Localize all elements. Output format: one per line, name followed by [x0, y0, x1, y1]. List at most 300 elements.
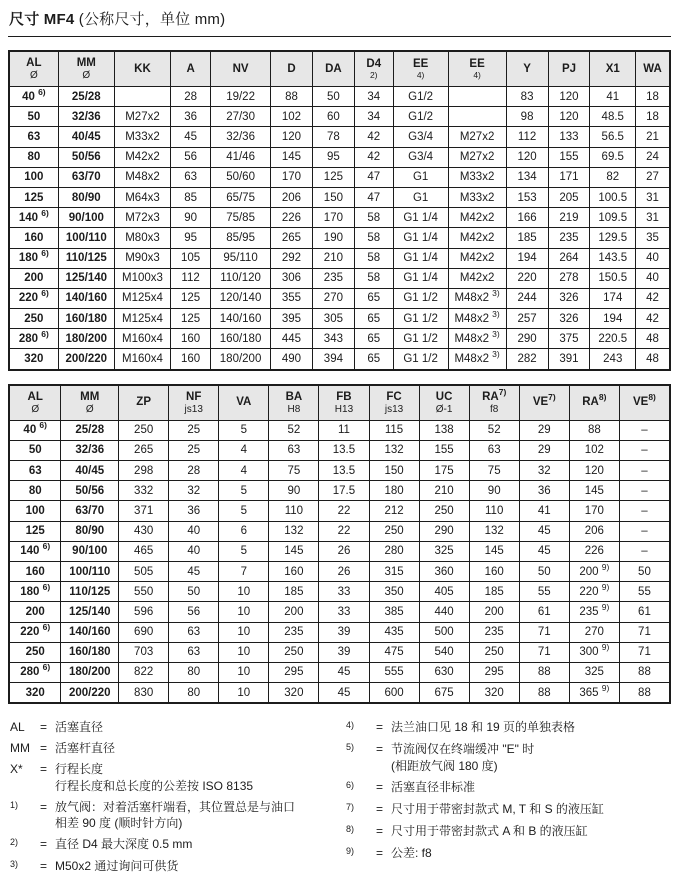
table-cell: 25	[169, 440, 219, 460]
table-cell: 391	[548, 349, 590, 370]
table-cell: 69.5	[590, 147, 636, 167]
table-cell: 140 $^{6)}$	[9, 541, 61, 561]
footnote-key: MM	[10, 741, 30, 756]
table-cell: 5	[219, 541, 269, 561]
table-cell: 65	[354, 349, 393, 370]
table-cell: 80	[169, 683, 219, 704]
table-cell: 63	[9, 127, 58, 147]
table-cell: G1 1/4	[393, 268, 448, 288]
table-cell: 405	[419, 582, 469, 602]
table-row	[9, 248, 670, 268]
table-cell: 350	[369, 582, 419, 602]
table-row	[9, 561, 670, 581]
table-cell: 120	[548, 87, 590, 107]
table-cell: 235	[469, 622, 519, 642]
column-header-mm: MM Ø	[58, 51, 114, 87]
table-cell: 160	[469, 561, 519, 581]
table-cell: –	[619, 481, 670, 501]
table-cell: 47	[354, 167, 393, 187]
column-header-ee: EE 4)	[393, 51, 448, 87]
footnotes-section	[8, 719, 671, 880]
table-cell: 50	[169, 582, 219, 602]
table-cell: 95	[171, 228, 211, 248]
table-cell: 435	[369, 622, 419, 642]
table-cell: 42	[354, 127, 393, 147]
table-cell: 265	[271, 228, 313, 248]
table-cell: 298	[119, 461, 169, 481]
table-cell: 60	[312, 107, 354, 127]
table-cell: 25	[169, 420, 219, 440]
table-cell: M48x2 $^{3)}$	[448, 329, 506, 349]
footnote-text: 尺寸用于带密封款式 A 和 B 的液压缸	[391, 823, 588, 838]
table-cell: 690	[119, 622, 169, 642]
table-cell: 63	[469, 440, 519, 460]
table-cell: 50	[9, 107, 58, 127]
table-cell: 280 $^{6)}$	[9, 329, 58, 349]
table-cell: 32/36	[58, 107, 114, 127]
table-cell: 220 $^{6)}$	[9, 622, 61, 642]
table-cell: 50	[519, 561, 569, 581]
table-cell: G1/2	[393, 107, 448, 127]
table-cell: 4	[219, 440, 269, 460]
table-cell: 395	[271, 309, 313, 329]
table-cell: 42	[354, 147, 393, 167]
table-cell: 180 $^{6)}$	[9, 248, 58, 268]
footnote-key: X*	[10, 762, 23, 777]
footnote-text: 活塞杆直径	[55, 741, 116, 756]
table-cell: 41/46	[211, 147, 271, 167]
column-header-ba: BA H8	[269, 385, 319, 421]
table-cell: 75	[269, 461, 319, 481]
table-cell: 490	[271, 349, 313, 370]
table-cell: 250	[9, 642, 61, 662]
table-cell: 265	[119, 440, 169, 460]
table-cell: 42	[636, 309, 670, 329]
table-cell: 385	[369, 602, 419, 622]
footnote-equals: =	[40, 837, 48, 852]
table-cell: G1 1/4	[393, 248, 448, 268]
table-cell: M42x2	[448, 248, 506, 268]
table-cell: 50	[9, 440, 61, 460]
table-cell: 56	[169, 602, 219, 622]
table-cell: 160	[9, 561, 61, 581]
table-row	[9, 541, 670, 561]
column-header-mm: MM Ø	[61, 385, 119, 421]
table-cell: 88	[569, 420, 619, 440]
table-cell: 80	[169, 662, 219, 682]
footnote-key: 8)	[346, 823, 355, 834]
table-cell: 475	[369, 642, 419, 662]
column-header-fc: FC js13	[369, 385, 419, 421]
table-cell: 5	[219, 501, 269, 521]
column-header-a: A	[171, 51, 211, 87]
table-cell: 32	[519, 461, 569, 481]
table-cell: 371	[119, 501, 169, 521]
table-cell: 219	[548, 208, 590, 228]
table-cell: 19/22	[211, 87, 271, 107]
column-header-ra: RA$^{7)}$ f8	[469, 385, 519, 421]
table-cell: 80	[9, 147, 58, 167]
table-cell: 155	[419, 440, 469, 460]
table-cell: 194	[590, 309, 636, 329]
table-cell: 300 $^{9)}$	[569, 642, 619, 662]
table-cell: 56.5	[590, 127, 636, 147]
table-cell: 145	[271, 147, 313, 167]
table-cell: –	[619, 541, 670, 561]
table-cell: 315	[369, 561, 419, 581]
table-cell: 343	[312, 329, 354, 349]
table-cell: 125	[9, 187, 58, 207]
table-cell: 25/28	[61, 420, 119, 440]
table-cell: 292	[271, 248, 313, 268]
table-cell: 45	[519, 521, 569, 541]
table-cell: 365 $^{9)}$	[569, 683, 619, 704]
table-cell: 25/28	[58, 87, 114, 107]
table-cell: 150	[312, 187, 354, 207]
table-cell: 42	[636, 288, 670, 308]
table-cell: 226	[271, 208, 313, 228]
table-cell: M125x4	[114, 288, 170, 308]
footnote-item	[346, 801, 671, 819]
table-cell: M33x2	[114, 127, 170, 147]
table-cell: 305	[312, 309, 354, 329]
table-cell: 95/110	[211, 248, 271, 268]
table-cell: 40 $^{6)}$	[9, 87, 58, 107]
table-cell: M72x3	[114, 208, 170, 228]
table-cell: 295	[469, 662, 519, 682]
table-cell: 22	[319, 521, 369, 541]
table-cell: 295	[269, 662, 319, 682]
table-cell: 630	[419, 662, 469, 682]
table-cell: 4	[219, 461, 269, 481]
table-cell: 80/90	[61, 521, 119, 541]
table-cell: –	[619, 440, 670, 460]
table-cell: 50	[619, 561, 670, 581]
table-cell: 430	[119, 521, 169, 541]
table-cell: 220	[506, 268, 548, 288]
table-cell: 82	[590, 167, 636, 187]
column-header-al: AL Ø	[9, 385, 61, 421]
table-cell: –	[619, 501, 670, 521]
footnote-key: 7)	[346, 801, 355, 812]
table-cell: 200	[269, 602, 319, 622]
table-cell: 58	[354, 208, 393, 228]
table-cell: 40	[636, 268, 670, 288]
table-cell: 90	[171, 208, 211, 228]
table-cell: 145	[569, 481, 619, 501]
table-cell: 505	[119, 561, 169, 581]
table-cell: G1/2	[393, 87, 448, 107]
table-row	[9, 268, 670, 288]
table-cell: 280 $^{6)}$	[9, 662, 61, 682]
footnote-key: 3)	[10, 859, 19, 870]
table-row	[9, 329, 670, 349]
table-cell: 10	[219, 662, 269, 682]
table-cell: 33	[319, 582, 369, 602]
table-cell: 65/75	[211, 187, 271, 207]
table-cell: 29	[519, 420, 569, 440]
table-cell: 194	[506, 248, 548, 268]
table-cell: 29	[519, 440, 569, 460]
column-header-pj: PJ	[548, 51, 590, 87]
table-cell: 41	[590, 87, 636, 107]
table-cell: 150.5	[590, 268, 636, 288]
column-header-ve: VE$^{7)}$	[519, 385, 569, 421]
table-cell: 98	[506, 107, 548, 127]
footnote-item	[346, 823, 671, 841]
table-cell: 63/70	[61, 501, 119, 521]
table-cell: 133	[548, 127, 590, 147]
table-cell: 166	[506, 208, 548, 228]
table-cell: 465	[119, 541, 169, 561]
table-cell: M64x3	[114, 187, 170, 207]
column-header-da: DA	[312, 51, 354, 87]
table-cell: 180/200	[211, 349, 271, 370]
table-cell: 71	[619, 642, 670, 662]
table-cell: 278	[548, 268, 590, 288]
table-row	[9, 187, 670, 207]
table-row	[9, 208, 670, 228]
table-cell: 235 $^{9)}$	[569, 602, 619, 622]
table-cell: 282	[506, 349, 548, 370]
column-header-uc: UC Ø-1	[419, 385, 469, 421]
table-cell	[448, 87, 506, 107]
table-cell: 703	[119, 642, 169, 662]
table-cell: 280	[369, 541, 419, 561]
footnote-text: 法兰油口见 18 和 19 页的单独表格	[391, 720, 576, 735]
table-cell: 112	[506, 127, 548, 147]
table-cell: 88	[519, 662, 569, 682]
column-header-y: Y	[506, 51, 548, 87]
table-cell: 180/200	[58, 329, 114, 349]
table-cell: 360	[419, 561, 469, 581]
table-cell: 50/56	[58, 147, 114, 167]
table-cell: 18	[636, 87, 670, 107]
table-cell: 200	[9, 268, 58, 288]
footnotes-column-right	[338, 719, 671, 880]
table-cell: 32	[169, 481, 219, 501]
table-cell: 160/180	[58, 309, 114, 329]
column-header-kk: KK	[114, 51, 170, 87]
table-cell: –	[619, 420, 670, 440]
footnote-key: 1)	[10, 799, 19, 810]
table-row	[9, 642, 670, 662]
table-cell: 100	[9, 167, 58, 187]
table-cell: 120	[548, 107, 590, 127]
table-row	[9, 288, 670, 308]
table-row	[9, 309, 670, 329]
table-cell: 63	[169, 642, 219, 662]
table-cell: 264	[548, 248, 590, 268]
table-cell: M125x4	[114, 309, 170, 329]
table-cell: 36	[171, 107, 211, 127]
table-cell: M100x3	[114, 268, 170, 288]
table-cell: 125	[312, 167, 354, 187]
table-cell	[114, 87, 170, 107]
table-cell: 36	[169, 501, 219, 521]
footnote-equals: =	[40, 859, 48, 874]
footnote-key: AL	[10, 720, 25, 735]
table-cell: 61	[619, 602, 670, 622]
table-cell: 325	[569, 662, 619, 682]
table-cell: 257	[506, 309, 548, 329]
footnote-text: M50x2 通过询问可供货	[55, 859, 179, 874]
table-row	[9, 501, 670, 521]
table-cell: 596	[119, 602, 169, 622]
table-cell: 90	[469, 481, 519, 501]
table-cell: 58	[354, 248, 393, 268]
table-cell: G1 1/2	[393, 309, 448, 329]
table-cell: 26	[319, 561, 369, 581]
table-cell: 45	[169, 561, 219, 581]
table-cell: G1	[393, 187, 448, 207]
table-cell: 155	[548, 147, 590, 167]
table-cell: 170	[271, 167, 313, 187]
page-title	[9, 8, 671, 29]
table-cell: 120	[271, 127, 313, 147]
table-cell: 85/95	[211, 228, 271, 248]
table-cell: 48	[636, 329, 670, 349]
table-cell: 58	[354, 228, 393, 248]
table-cell: 125	[9, 521, 61, 541]
table-cell: 50	[312, 87, 354, 107]
table-cell: 112	[171, 268, 211, 288]
footnote-text: 行程长度 行程长度和总长度的公差按 ISO 8135	[55, 762, 254, 793]
footnote-key: 6)	[346, 779, 355, 790]
table-cell: 33	[319, 602, 369, 622]
table-cell: 160	[171, 349, 211, 370]
table-cell: 160	[171, 329, 211, 349]
table-cell: 235	[548, 228, 590, 248]
table-cell: 125	[171, 309, 211, 329]
table-row	[9, 622, 670, 642]
table-cell: 132	[269, 521, 319, 541]
table-cell: 110/120	[211, 268, 271, 288]
table-cell: 80	[9, 481, 61, 501]
table-cell: 200	[469, 602, 519, 622]
table-cell: 153	[506, 187, 548, 207]
column-header-nf: NF js13	[169, 385, 219, 421]
table-cell: 235	[269, 622, 319, 642]
table-cell: 332	[119, 481, 169, 501]
footnote-item	[10, 799, 338, 832]
table-cell: 6	[219, 521, 269, 541]
table-row	[9, 127, 670, 147]
table-cell: 88	[519, 683, 569, 704]
table-cell: 175	[419, 461, 469, 481]
table-cell: 226	[569, 541, 619, 561]
footnote-item	[346, 741, 671, 774]
table-row	[9, 440, 670, 460]
table-cell: 56	[171, 147, 211, 167]
title-prefix: 尺寸 MF4	[9, 11, 75, 28]
table-cell: M48x2 $^{3)}$	[448, 349, 506, 370]
footnote-item	[10, 740, 338, 757]
table-cell: 190	[312, 228, 354, 248]
table-cell: 220.5	[590, 329, 636, 349]
table-cell: 200/220	[58, 349, 114, 370]
footnote-equals: =	[40, 799, 48, 814]
table-cell: G1 1/4	[393, 208, 448, 228]
column-header-d: D	[271, 51, 313, 87]
table-cell: 129.5	[590, 228, 636, 248]
table-cell: 39	[319, 642, 369, 662]
table-cell: 52	[469, 420, 519, 440]
table-cell: 90/100	[58, 208, 114, 228]
table-cell: 40/45	[58, 127, 114, 147]
table-cell: 134	[506, 167, 548, 187]
table-cell: 212	[369, 501, 419, 521]
column-header-al: AL Ø	[9, 51, 58, 87]
table-cell: 109.5	[590, 208, 636, 228]
table-cell: 171	[548, 167, 590, 187]
table-cell: 270	[569, 622, 619, 642]
table-cell: 63	[269, 440, 319, 460]
table-cell: 185	[469, 582, 519, 602]
table-cell: 306	[271, 268, 313, 288]
table-row	[9, 521, 670, 541]
table-cell: 675	[419, 683, 469, 704]
table-cell: 22	[319, 501, 369, 521]
table-cell: 325	[419, 541, 469, 561]
table-cell: 110	[469, 501, 519, 521]
table-cell: G1 1/2	[393, 288, 448, 308]
table-cell: 200	[9, 602, 61, 622]
column-header-ve: VE$^{8)}$	[619, 385, 670, 421]
table-cell: 45	[171, 127, 211, 147]
table-cell: 326	[548, 288, 590, 308]
table-cell: 830	[119, 683, 169, 704]
table-cell: 550	[119, 582, 169, 602]
footnote-item	[10, 858, 338, 876]
table-cell: 45	[319, 683, 369, 704]
table-row	[9, 582, 670, 602]
table-cell: 600	[369, 683, 419, 704]
table-cell: 24	[636, 147, 670, 167]
table-cell: 320	[469, 683, 519, 704]
table-cell: 140 $^{6)}$	[9, 208, 58, 228]
table-row	[9, 420, 670, 440]
footnote-key: 4)	[346, 720, 355, 731]
table-cell: 100/110	[61, 561, 119, 581]
table-cell: 250	[9, 309, 58, 329]
table-cell: 45	[519, 541, 569, 561]
table-cell: 40	[169, 521, 219, 541]
table-cell: 394	[312, 349, 354, 370]
table-cell: 145	[269, 541, 319, 561]
table-cell: 220 $^{6)}$	[9, 288, 58, 308]
table-cell: 250	[419, 501, 469, 521]
table-cell: 290	[419, 521, 469, 541]
table-row	[9, 683, 670, 704]
table-cell: 320	[9, 349, 58, 370]
footnote-key: 9)	[346, 845, 355, 856]
footnote-text: 活塞直径非标准	[391, 779, 476, 794]
table-cell: M42x2	[114, 147, 170, 167]
table-cell: 320	[9, 683, 61, 704]
table-cell: 40/45	[61, 461, 119, 481]
table-cell: 555	[369, 662, 419, 682]
table-cell: 58	[354, 268, 393, 288]
table-cell: 55	[619, 582, 670, 602]
footnote-text: 活塞直径	[55, 720, 104, 735]
table-cell: 90/100	[61, 541, 119, 561]
table-cell: 150	[369, 461, 419, 481]
table-cell: 115	[369, 420, 419, 440]
table-cell: G3/4	[393, 147, 448, 167]
table-row	[9, 662, 670, 682]
table-cell: 440	[419, 602, 469, 622]
